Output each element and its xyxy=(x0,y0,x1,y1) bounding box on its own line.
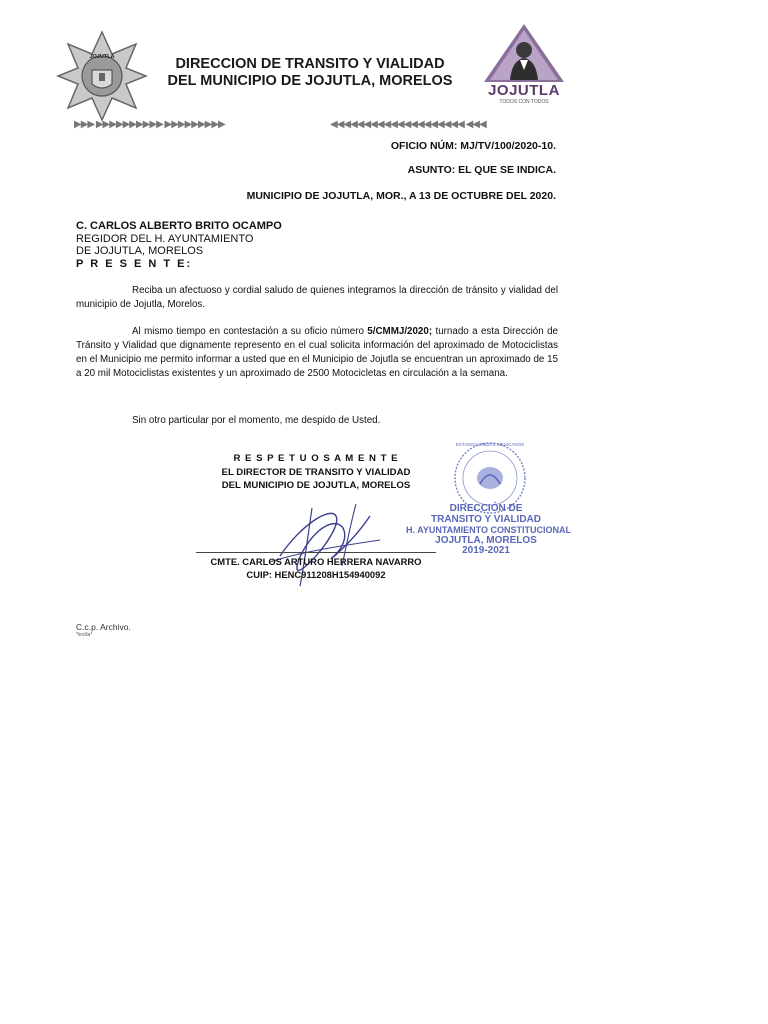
signer-role-line-2: DEL MUNICIPIO DE JOJUTLA, MORELOS xyxy=(221,480,411,491)
reference-oficio: 5/CMMJ/2020; xyxy=(367,326,433,337)
seal-text: ESTADOS UNIDOS MEXICANOS xyxy=(455,442,525,447)
transit-badge-logo xyxy=(56,30,148,122)
paragraph-closing xyxy=(76,414,558,428)
paragraph-main xyxy=(76,325,558,381)
arrow-strip-left: ◀◀◀◀◀◀◀◀◀◀◀◀◀◀◀◀◀◀◀◀ ◀◀◀ xyxy=(330,119,486,130)
stamp-text xyxy=(406,503,572,557)
signer-role-line-1: EL DIRECTOR DE TRANSITO Y VIALIDAD xyxy=(221,467,411,478)
addressee-name: C. CARLOS ALBERTO BRITO OCAMPO xyxy=(76,220,282,232)
badge-label: JOJUTLA xyxy=(89,54,115,60)
presente: P R E S E N T E: xyxy=(76,257,193,270)
oficio-number: OFICIO NÚM: MJ/TV/100/2020-10. xyxy=(390,140,556,152)
ccp-initials: *lecilia* xyxy=(76,632,93,638)
paragraph-greeting xyxy=(76,284,558,312)
closing-text: Sin otro particular por el momento, me despido de Usted. xyxy=(132,415,381,426)
jojutla-wordmark: JOJUTLA xyxy=(488,82,560,99)
arrow-strip-right: ▶▶▶ ▶▶▶▶▶▶▶▶▶▶ ▶▶▶▶▶▶▶▶▶ xyxy=(74,119,225,130)
ccp-text: C.c.p. Archivo. xyxy=(76,622,131,632)
stamp-line-5: 2019-2021 xyxy=(462,545,510,556)
title-line-2: DEL MUNICIPIO DE JOJUTLA, MORELOS xyxy=(167,73,453,89)
ccp-block xyxy=(76,622,131,638)
jojutla-logo xyxy=(482,22,566,110)
main-text-b: turnado a esta Dirección de Tránsito y Vialidad que dignamente represento en el cual solicita información del aproximado de Motociclistas en el Municipio me permito informar a usted que en el Municipio de Jojutla se encuentran un aproximado de 15 a 20 mil Motociclistas existentes y un aproximado de 2500 Motocicletas en circulación a la semana. xyxy=(76,326,558,379)
signature-heading xyxy=(200,452,432,492)
addressee-block xyxy=(76,220,282,270)
place-date: MUNICIPIO DE JOJUTLA, MOR., A 13 DE OCTUBRE DEL 2020. xyxy=(246,190,556,202)
stamp-line-1: DIRECCIÓN DE xyxy=(449,503,523,514)
addressee-line-1: REGIDOR DEL H. AYUNTAMIENTO xyxy=(76,232,254,245)
stamp-line-2: TRANSITO Y VIALIDAD xyxy=(430,513,541,525)
signature-line xyxy=(196,552,436,553)
signer-cuip: CUIP: HENC911208H154940092 xyxy=(246,569,386,580)
addressee-line-2: DE JOJUTLA, MORELOS xyxy=(76,245,204,257)
signer-name: CMTE. CARLOS ARTURO HERRERA NAVARRO xyxy=(210,556,422,567)
stamp-line-3: H. AYUNTAMIENTO CONSTITUCIONAL xyxy=(406,525,572,535)
page-title xyxy=(150,56,470,90)
main-text-a: Al mismo tiempo en contestación a su oficio número xyxy=(132,326,368,337)
respetuosamente: R E S P E T U O S A M E N T E xyxy=(233,453,399,464)
jojutla-tagline: TODOS CON TODOS xyxy=(499,99,549,105)
title-line-1: DIRECCION DE TRANSITO Y VIALIDAD xyxy=(175,56,445,72)
greeting-text: Reciba un afectuoso y cordial saludo de quienes integramos la dirección de tránsito y vialidad del municipio de Jojutla, Morelos. xyxy=(76,285,558,310)
asunto: ASUNTO: EL QUE SE INDICA. xyxy=(407,164,556,176)
stamp-line-4: JOJUTLA, MORELOS xyxy=(435,534,537,546)
